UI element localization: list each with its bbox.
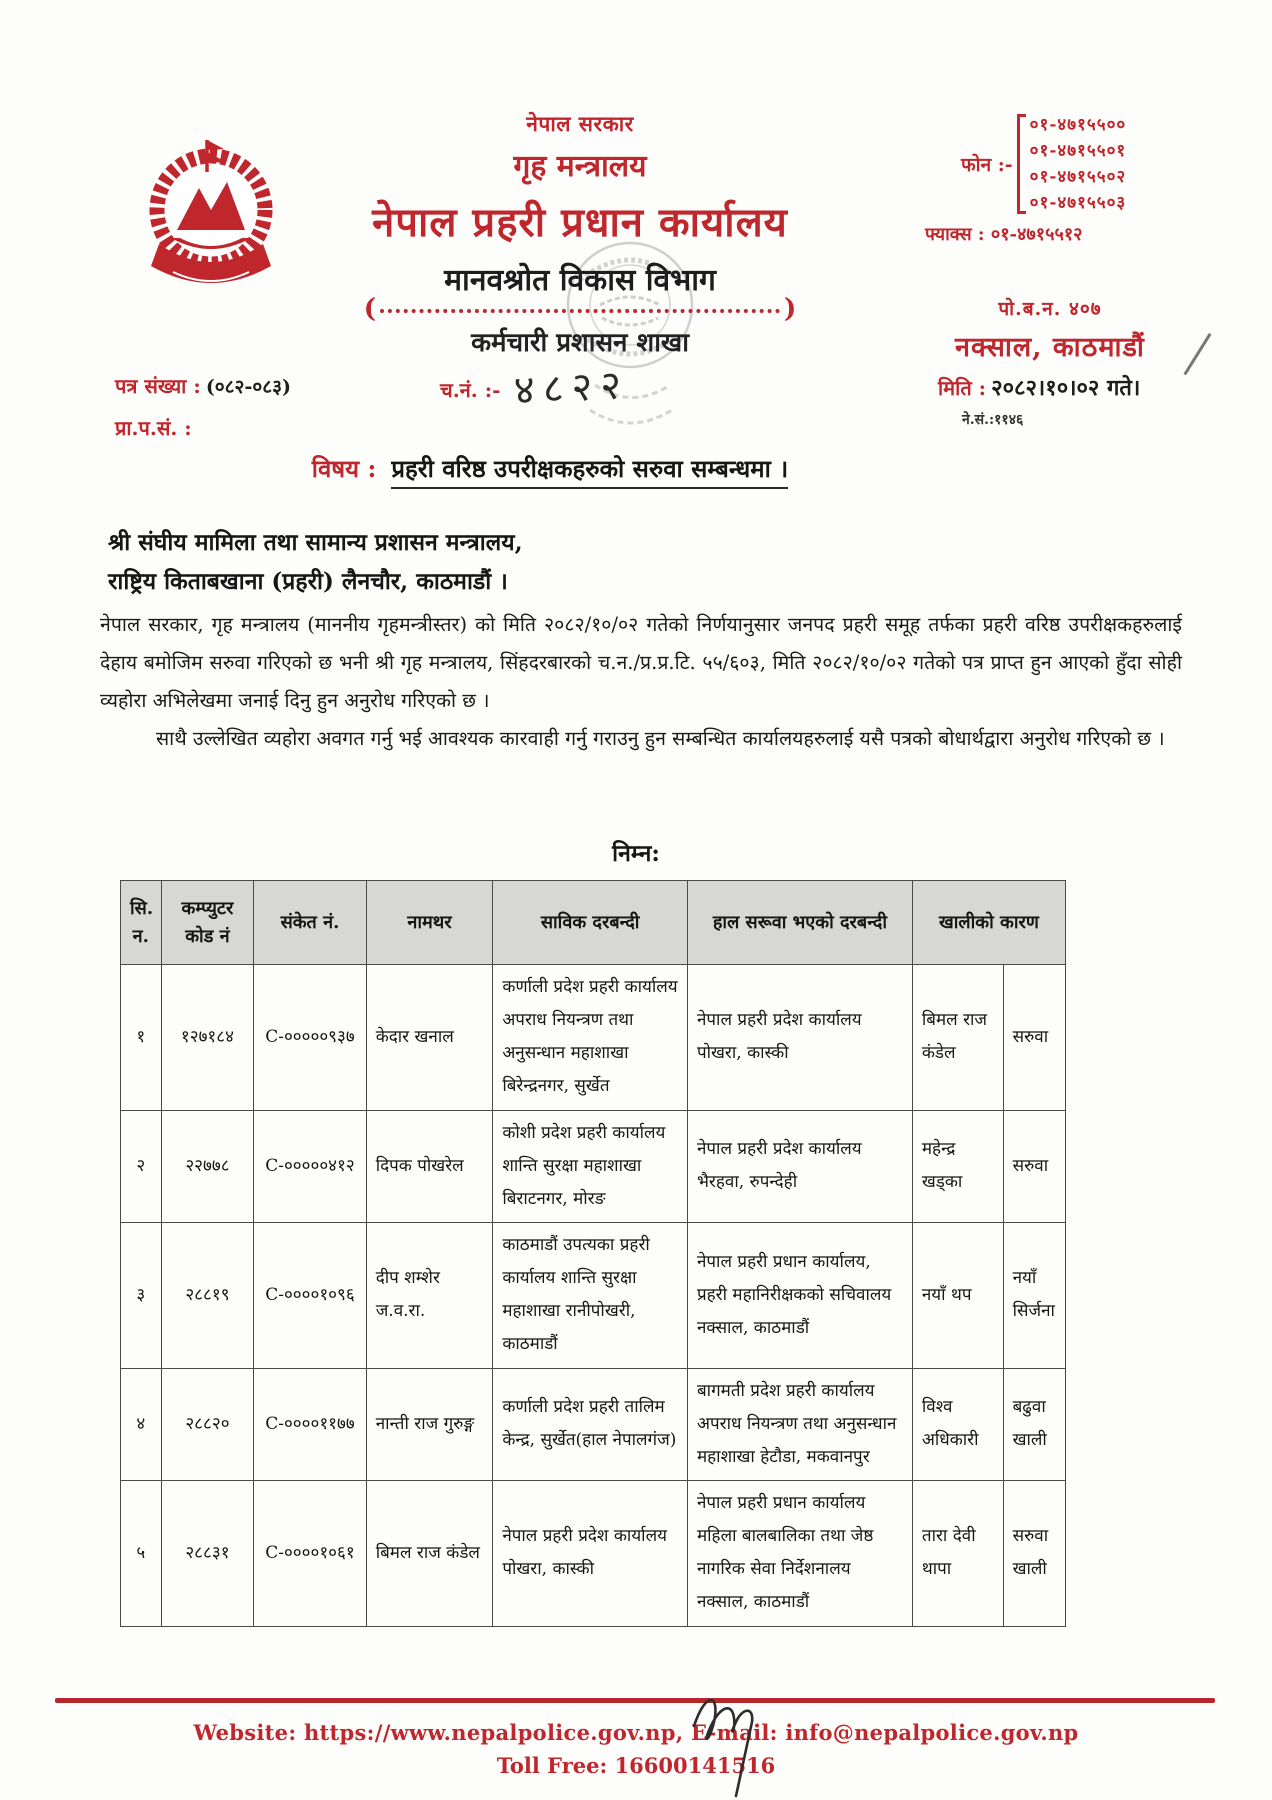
table-row	[121, 1222, 1066, 1368]
cell-name: बिमल राज कंडेल	[366, 1480, 493, 1626]
transfer-roster-table	[120, 880, 1066, 1627]
cell-vacancy-of: तारा देवी थापा	[912, 1480, 1003, 1626]
cell-code: २८८३१	[161, 1480, 254, 1626]
cell-name: दीप शम्शेर ज.व.रा.	[366, 1222, 493, 1368]
letter-number-row	[115, 372, 291, 399]
col-header-sn: सि. न.	[121, 881, 162, 965]
footer-website-email: Website: https://www.nepalpolice.gov.np, E-mail: info@nepalpolice.gov.np	[193, 1720, 1079, 1745]
contact-block	[925, 112, 1215, 246]
subject-text: प्रहरी वरिष्ठ उपरीक्षकहरुको सरुवा सम्बन्धमा ।	[391, 454, 788, 489]
table-row	[121, 1480, 1066, 1626]
cell-current: नेपाल प्रहरी प्रदेश कार्यालय पोखरा, कास्की	[687, 965, 912, 1111]
letter-number-value: (०८२-०८३)	[205, 376, 291, 398]
recipient-line-2: राष्ट्रिय किताबखाना (प्रहरी) लैनचौर, काठमाडौं ।	[108, 568, 508, 595]
letter-number-label: पत्र संख्या :	[115, 374, 201, 398]
col-header-name: नामथर	[366, 881, 493, 965]
letterhead	[300, 110, 860, 359]
cell-sn: १	[121, 965, 162, 1111]
cell-code: १२७१८४	[161, 965, 254, 1111]
cell-reason: सरुवा	[1003, 965, 1065, 1111]
office-city: नक्साल, काठमाडौं	[955, 332, 1145, 363]
dispatch-number-row	[440, 362, 631, 414]
recipient-address	[108, 523, 523, 601]
cell-vacancy-of: नयाँ थप	[912, 1222, 1003, 1368]
dispatch-number-handwritten: ४८२२	[513, 362, 631, 414]
cell-current: नेपाल प्रहरी प्रधान कार्यालय, प्रहरी महानिरीक्षकको सचिवालय नक्साल, काठमाडौं	[687, 1222, 912, 1368]
letter-body	[100, 606, 1182, 758]
date-row	[938, 372, 1140, 402]
cell-symbol: C-००००१०६१	[254, 1480, 366, 1626]
cell-symbol: C-००००१०९६	[254, 1222, 366, 1368]
cell-previous: कर्णाली प्रदेश प्रहरी कार्यालय अपराध नियन्त्रण तथा अनुसन्धान महाशाखा बिरेन्द्रनगर, सुर्खेत	[493, 965, 688, 1111]
table-row	[121, 965, 1066, 1111]
cell-previous: कर्णाली प्रदेश प्रहरी तालिम केन्द्र, सुर्खेत(हाल नेपालगंज)	[493, 1368, 688, 1480]
col-header-symbol-no: संकेत नं.	[254, 881, 366, 965]
phone-number: ०१-४७१५५०३	[1029, 193, 1127, 213]
col-header-vacancy-reason: खालीको कारण	[912, 881, 1065, 965]
footer-contact	[36, 1720, 1236, 1778]
ministry-line: गृह मन्त्रालय	[513, 149, 647, 184]
cell-vacancy-of: विश्व अधिकारी	[912, 1368, 1003, 1480]
cell-symbol: C-०००००४१२	[254, 1110, 366, 1222]
cell-current: नेपाल प्रहरी प्रधान कार्यालय महिला बालबालिका तथा जेष्ठ नागरिक सेवा निर्देशनालय नक्साल, काठमाडौं	[687, 1480, 912, 1626]
cell-name: नान्ती राज गुरुङ्ग	[366, 1368, 493, 1480]
cell-symbol: C-०००००९३७	[254, 965, 366, 1111]
department-line: मानवश्रोत विकास विभाग	[444, 263, 716, 298]
dotted-rule	[380, 309, 780, 313]
nepal-police-emblem-icon	[133, 126, 289, 302]
cell-reason: बढुवा खाली	[1003, 1368, 1065, 1480]
cell-code: २८८१९	[161, 1222, 254, 1368]
signature-scribble-icon	[676, 1688, 786, 1800]
section-line: कर्मचारी प्रशासन शाखा	[471, 328, 689, 358]
cell-name: दिपक पोखरेल	[366, 1110, 493, 1222]
cell-reason: नयाँ सिर्जना	[1003, 1222, 1065, 1368]
footer-toll-free: Toll Free: 16600141516	[496, 1753, 776, 1778]
address-block	[900, 295, 1200, 364]
subject-label: विषय :	[311, 454, 377, 483]
col-header-computer-code: कम्प्युटर कोड नं	[161, 881, 254, 965]
fax-line: फ्याक्स : ०१-४७१५५१२	[925, 224, 1083, 245]
bracket-icon	[1017, 114, 1026, 214]
phone-label: फोन :-	[961, 154, 1013, 176]
prapasam-label: प्रा.प.सं. :	[115, 416, 192, 440]
table-row	[121, 1368, 1066, 1480]
table-row	[121, 1110, 1066, 1222]
phone-number: ०१-४७१५५००	[1029, 115, 1127, 135]
dispatch-label: च.नं. :-	[440, 378, 501, 402]
dotted-fill-line: ( )	[363, 294, 797, 324]
cell-sn: ४	[121, 1368, 162, 1480]
date-label: मिति :	[938, 376, 987, 400]
body-paragraph-2: साथै उल्लेखित व्यहोरा अवगत गर्नु भई आवश्यक कारवाही गर्नु गराउनु हुन सम्बन्धित कार्यालयहरुलाई यसै पत्रको बोधार्थद्वारा अनुरोध गरिएको छ ।	[156, 727, 1165, 750]
cell-code: २८८२०	[161, 1368, 254, 1480]
cell-previous: नेपाल प्रहरी प्रदेश कार्यालय पोखरा, कास्की	[493, 1480, 688, 1626]
phone-list	[1030, 112, 1127, 216]
office-title: नेपाल प्रहरी प्रधान कार्यालय	[372, 199, 788, 246]
phone-number: ०१-४७१५५०२	[1029, 167, 1127, 187]
cell-name: केदार खनाल	[366, 965, 493, 1111]
cell-reason: सरुवा खाली	[1003, 1480, 1065, 1626]
cell-sn: ३	[121, 1222, 162, 1368]
recipient-line-1: श्री संघीय मामिला तथा सामान्य प्रशासन मन्त्रालय,	[108, 529, 523, 556]
phone-number: ०१-४७१५५०१	[1029, 141, 1127, 161]
col-header-previous-post: साविक दरबन्दी	[493, 881, 688, 965]
footer-divider	[55, 1698, 1215, 1703]
table-header-row	[121, 881, 1066, 965]
list-intro: निम्न:	[612, 840, 660, 867]
col-header-current-post: हाल सरूवा भएको दरबन्दी	[687, 881, 912, 965]
cell-reason: सरुवा	[1003, 1110, 1065, 1222]
cell-code: २२७७८	[161, 1110, 254, 1222]
nepal-sambat: ने.सं.:११४६	[962, 412, 1024, 428]
po-box: पो.ब.न. ४०७	[998, 298, 1102, 320]
subject-row	[0, 452, 1100, 485]
date-value: २०८२।१०।०२ गते।	[991, 375, 1141, 401]
cell-sn: ५	[121, 1480, 162, 1626]
government-line: नेपाल सरकार	[526, 111, 634, 136]
cell-current: नेपाल प्रहरी प्रदेश कार्यालय भैरहवा, रुपन्देही	[687, 1110, 912, 1222]
cell-previous: काठमाडौं उपत्यका प्रहरी कार्यालय शान्ति सुरक्षा महाशाखा रानीपोखरी, काठमाडौं	[493, 1222, 688, 1368]
body-paragraph-1: नेपाल सरकार, गृह मन्त्रालय (माननीय गृहमन्त्रीस्तर) को मिति २०८२/१०/०२ गतेको निर्णयानुसार जनपद प्रहरी समूह तर्फका प्रहरी वरिष्ठ उपरीक्षकहरुलाई देहाय बमोजिम सरुवा गरिएको छ भनी श्री गृह मन्त्रालय, सिंहदरबारको च.न./प्र.प्र.टि. ५५/६०३, मिति २०८२/१०/०२ गतेको पत्र प्राप्त हुन आएको हुँदा सोही व्यहोरा अभिलेखमा जनाई दिनु हुन अनुरोध गरिएको छ ।	[100, 613, 1182, 712]
cell-previous: कोशी प्रदेश प्रहरी कार्यालय शान्ति सुरक्षा महाशाखा बिराटनगर, मोरङ	[493, 1110, 688, 1222]
cell-sn: २	[121, 1110, 162, 1222]
cell-current: बागमती प्रदेश प्रहरी कार्यालय अपराध नियन्त्रण तथा अनुसन्धान महाशाखा हेटौडा, मकवानपुर	[687, 1368, 912, 1480]
cell-vacancy-of: बिमल राज कंडेल	[912, 965, 1003, 1111]
cell-vacancy-of: महेन्द्र खड्का	[912, 1110, 1003, 1222]
prapasam-row	[115, 414, 192, 441]
cell-symbol: C-००००११७७	[254, 1368, 366, 1480]
phone-row	[961, 112, 1215, 216]
